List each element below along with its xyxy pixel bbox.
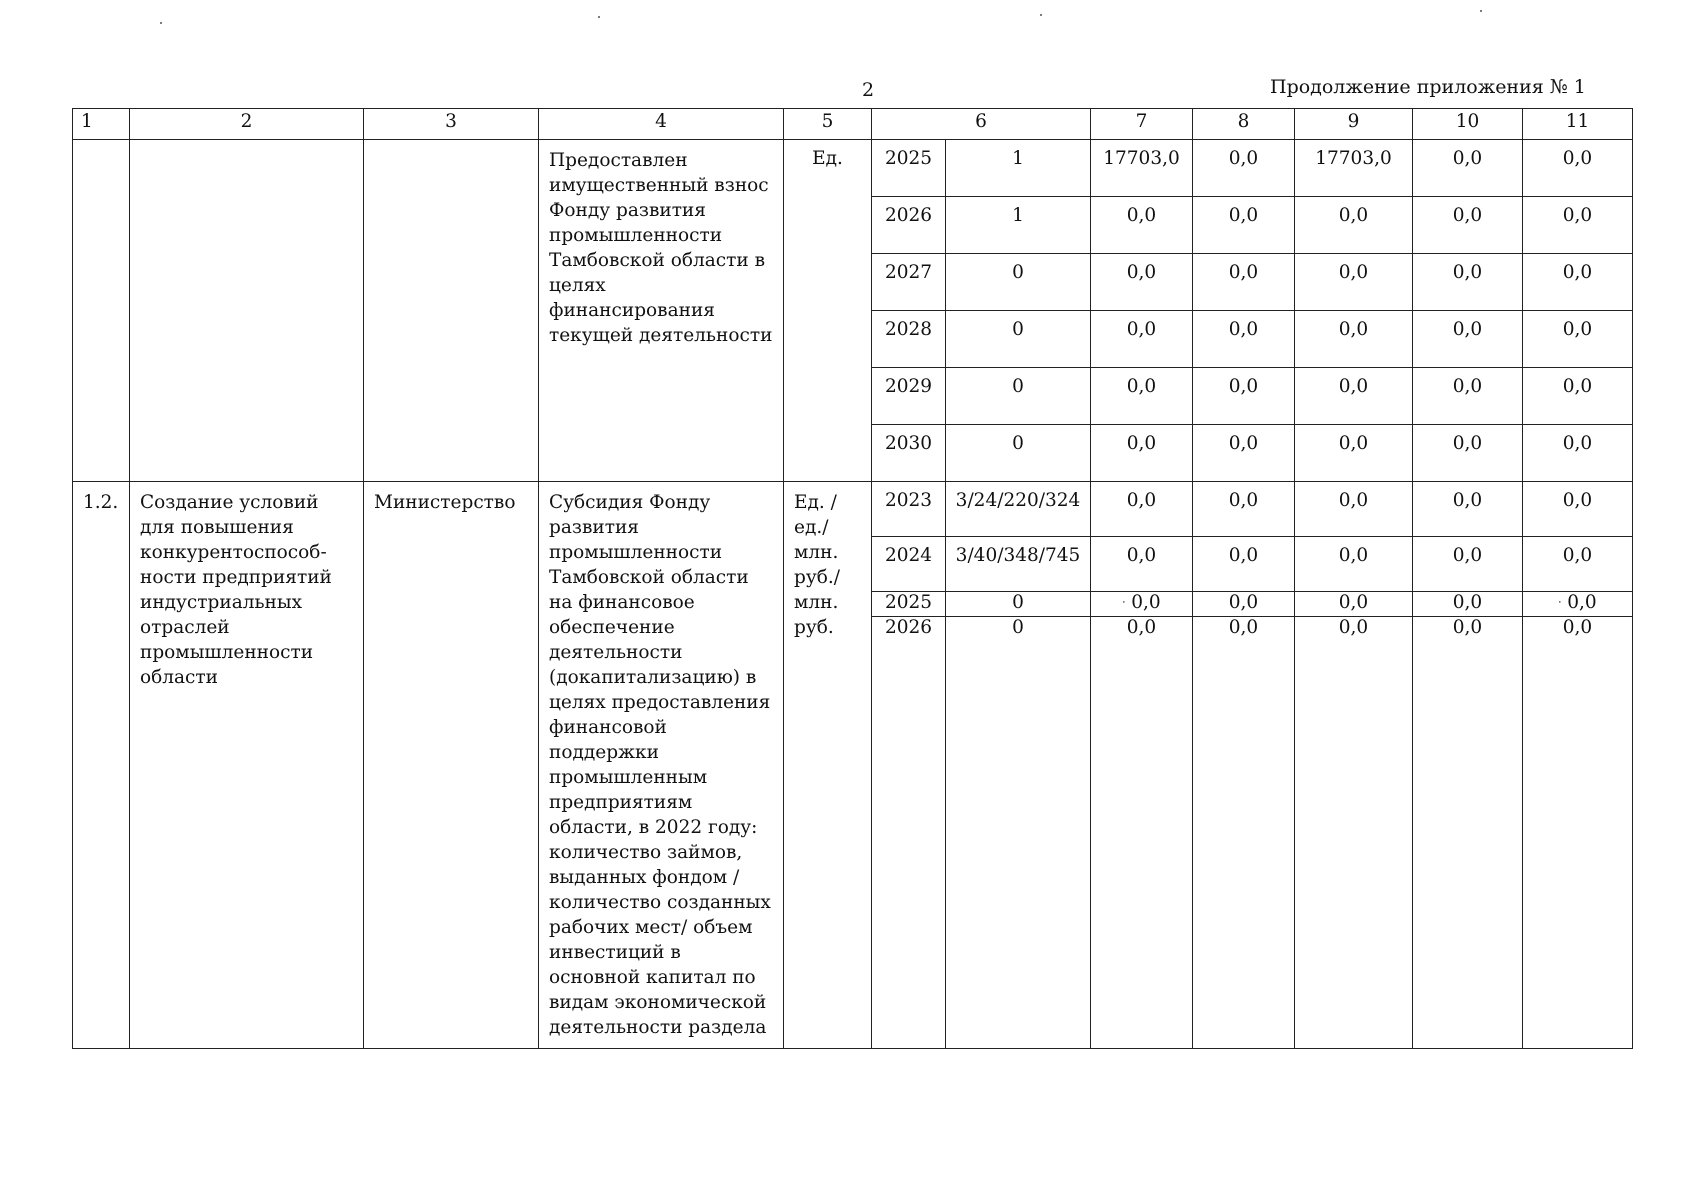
year-cell: 2027 bbox=[872, 254, 946, 311]
value-cell: 0,0 bbox=[1295, 425, 1413, 482]
value-cell: 0,0 bbox=[1523, 425, 1633, 482]
value-cell: 0,0 bbox=[1523, 617, 1633, 1049]
value-cell: 0,0 bbox=[1193, 425, 1295, 482]
value-cell: 0,0 bbox=[1413, 592, 1523, 617]
value-cell: 0,0 bbox=[1193, 592, 1295, 617]
value-cell: 0,0 bbox=[1413, 617, 1523, 1049]
col-header-10: 10 bbox=[1413, 109, 1523, 140]
value-cell: 0,0 bbox=[1413, 140, 1523, 197]
value-cell: 0,0 bbox=[1295, 592, 1413, 617]
value-cell: 0,0 bbox=[1295, 368, 1413, 425]
col-header-9: 9 bbox=[1295, 109, 1413, 140]
year-cell: 2029 bbox=[872, 368, 946, 425]
value-cell: 0,0 bbox=[1193, 197, 1295, 254]
year-cell: 2024 bbox=[872, 537, 946, 592]
value-cell: 0,0 bbox=[1193, 311, 1295, 368]
col-header-11: 11 bbox=[1523, 109, 1633, 140]
value-text: 0,0 bbox=[1567, 592, 1597, 613]
table-row bbox=[73, 140, 1633, 197]
value-cell: 0 bbox=[946, 425, 1091, 482]
value-cell: 3/24/220/324 bbox=[946, 482, 1091, 537]
value-cell bbox=[1523, 592, 1633, 617]
year-cell: 2026 bbox=[872, 617, 946, 1049]
value-cell: 0,0 bbox=[1523, 311, 1633, 368]
cell-executor-empty bbox=[364, 140, 539, 482]
col-header-1: 1 bbox=[73, 109, 130, 140]
value-cell: 0,0 bbox=[1523, 368, 1633, 425]
measure-name: Создание условий для повышения конкурентоспособ-ности предприятий индустриальных отраслей промышленности области bbox=[130, 482, 364, 1049]
value-cell: 0,0 bbox=[1091, 537, 1193, 592]
unit-text: Ед. / ед./ млн. руб./ млн. руб. bbox=[784, 482, 872, 1049]
value-cell: 0,0 bbox=[1295, 482, 1413, 537]
value-cell: 0,0 bbox=[1523, 482, 1633, 537]
year-cell: 2025 bbox=[872, 592, 946, 617]
pen-tick-mark: ⸱ bbox=[1558, 596, 1562, 609]
scan-speck bbox=[1480, 10, 1482, 12]
value-cell: 0,0 bbox=[1193, 617, 1295, 1049]
value-cell: 0,0 bbox=[1193, 537, 1295, 592]
value-cell: 3/40/348/745 bbox=[946, 537, 1091, 592]
cell-name-empty bbox=[130, 140, 364, 482]
value-cell: 17703,0 bbox=[1091, 140, 1193, 197]
continuation-label: Продолжение приложения № 1 bbox=[1270, 76, 1586, 98]
col-header-6: 6 bbox=[872, 109, 1091, 140]
value-text: 0,0 bbox=[1131, 592, 1161, 613]
value-cell: 17703,0 bbox=[1295, 140, 1413, 197]
value-cell: 0,0 bbox=[1413, 537, 1523, 592]
pen-tick-mark: ⸱ bbox=[1122, 596, 1126, 609]
value-cell: 0,0 bbox=[1295, 197, 1413, 254]
value-cell: 0,0 bbox=[1523, 197, 1633, 254]
value-cell: 0,0 bbox=[1523, 254, 1633, 311]
value-cell bbox=[1091, 592, 1193, 617]
value-cell: 0,0 bbox=[1295, 311, 1413, 368]
item-number: 1.2. bbox=[73, 482, 130, 1049]
scan-speck bbox=[598, 16, 600, 18]
value-cell: 0,0 bbox=[1295, 254, 1413, 311]
value-cell: 0,0 bbox=[1413, 368, 1523, 425]
value-cell: 0,0 bbox=[1091, 368, 1193, 425]
value-cell: 0 bbox=[946, 617, 1091, 1049]
value-cell: 0 bbox=[946, 592, 1091, 617]
page-number: 2 bbox=[861, 79, 875, 101]
value-cell: 0,0 bbox=[1091, 425, 1193, 482]
value-cell: 1 bbox=[946, 197, 1091, 254]
year-cell: 2025 bbox=[872, 140, 946, 197]
header-row bbox=[73, 109, 1633, 140]
value-cell: 0,0 bbox=[1091, 311, 1193, 368]
value-cell: 0,0 bbox=[1193, 140, 1295, 197]
value-cell: 0,0 bbox=[1091, 482, 1193, 537]
col-header-4: 4 bbox=[539, 109, 784, 140]
value-cell: 0 bbox=[946, 311, 1091, 368]
col-header-3: 3 bbox=[364, 109, 539, 140]
year-cell: 2028 bbox=[872, 311, 946, 368]
value-cell: 0,0 bbox=[1523, 537, 1633, 592]
value-cell: 1 bbox=[946, 140, 1091, 197]
value-cell: 0,0 bbox=[1193, 254, 1295, 311]
unit-text: Ед. bbox=[784, 140, 872, 482]
value-cell: 0,0 bbox=[1413, 311, 1523, 368]
value-cell: 0 bbox=[946, 368, 1091, 425]
value-cell: 0,0 bbox=[1091, 254, 1193, 311]
value-cell: 0,0 bbox=[1193, 482, 1295, 537]
value-cell: 0,0 bbox=[1413, 482, 1523, 537]
scan-speck bbox=[160, 22, 162, 24]
value-cell: 0,0 bbox=[1413, 254, 1523, 311]
year-cell: 2023 bbox=[872, 482, 946, 537]
year-cell: 2026 bbox=[872, 197, 946, 254]
value-cell: 0,0 bbox=[1295, 617, 1413, 1049]
col-header-8: 8 bbox=[1193, 109, 1295, 140]
table-row bbox=[73, 482, 1633, 537]
value-cell: 0,0 bbox=[1295, 537, 1413, 592]
col-header-2: 2 bbox=[130, 109, 364, 140]
value-cell: 0,0 bbox=[1523, 140, 1633, 197]
cell-number-empty bbox=[73, 140, 130, 482]
value-cell: 0,0 bbox=[1193, 368, 1295, 425]
value-cell: 0,0 bbox=[1413, 425, 1523, 482]
scan-speck bbox=[1040, 14, 1042, 16]
program-table bbox=[72, 108, 1633, 1049]
col-header-5: 5 bbox=[784, 109, 872, 140]
indicator-text: Предоставлен имущественный взнос Фонду развития промышленности Тамбовской области в целях финансирования текущей деятельности bbox=[539, 140, 784, 482]
indicator-text: Субсидия Фонду развития промышленности Тамбовской области на финансовое обеспечение деятельности (докапитализацию) в целях предоставления финансовой поддержки промышленным предприятиям области, в 2022 году: количество займов, выданных фондом / количество созданных рабочих мест/ объем инвестиций в основной капитал по видам экономической деятельности раздела bbox=[539, 482, 784, 1049]
executor-text: Министерство bbox=[364, 482, 539, 1049]
value-cell: 0,0 bbox=[1091, 617, 1193, 1049]
value-cell: 0,0 bbox=[1091, 197, 1193, 254]
col-header-7: 7 bbox=[1091, 109, 1193, 140]
value-cell: 0 bbox=[946, 254, 1091, 311]
value-cell: 0,0 bbox=[1413, 197, 1523, 254]
year-cell: 2030 bbox=[872, 425, 946, 482]
